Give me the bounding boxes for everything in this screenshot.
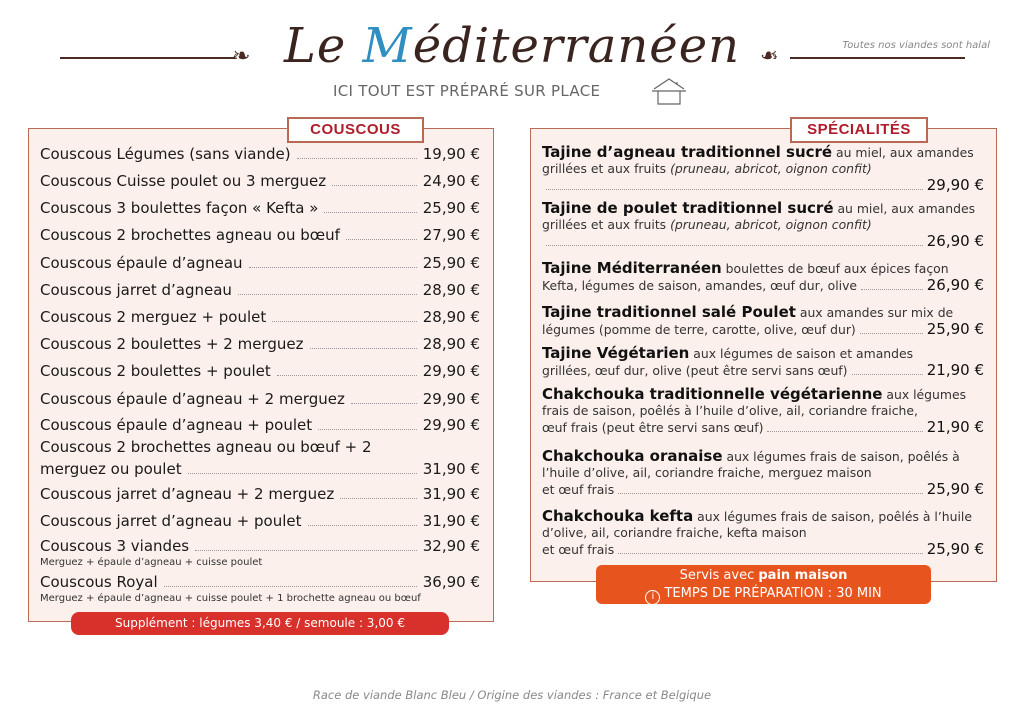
dot-leader (852, 374, 923, 375)
dot-leader (188, 473, 417, 474)
item-price: 25,90 € (422, 254, 480, 272)
dot-leader (618, 493, 923, 494)
menu-item (40, 145, 480, 163)
specialite-item (542, 260, 984, 294)
specialite-item (542, 200, 984, 249)
item-desc: boulettes de bœuf aux épices façon (721, 261, 949, 276)
item-price: 31,90 € (422, 512, 480, 530)
item-name: Couscous 3 viandes (40, 537, 190, 555)
served-prefix: Servis avec (679, 568, 759, 583)
specialite-item (542, 448, 984, 498)
item-price: 29,90 € (926, 176, 984, 194)
dot-leader (767, 431, 922, 432)
item-desc-last: Kefta, légumes de saison, amandes, œuf dur, olive (542, 278, 858, 293)
item-desc-last: légumes (pomme de terre, carotte, olive, œuf dur) (542, 322, 856, 337)
specialite-item (542, 508, 984, 558)
item-name: Chakchouka kefta (542, 507, 694, 525)
item-name: Tajine d’agneau traditionnel sucré (542, 143, 833, 161)
item-name: Couscous épaule d’agneau (40, 254, 243, 272)
title-rest: éditerranéen (412, 18, 741, 74)
halal-note: Toutes nos viandes sont halal (842, 40, 990, 51)
item-name: Couscous 3 boulettes façon « Kefta » (40, 199, 319, 217)
dot-leader (346, 239, 417, 240)
dot-leader (860, 333, 923, 334)
info-icon: i (645, 590, 660, 605)
item-name: Chakchouka oranaise (542, 447, 723, 465)
dot-leader (861, 289, 923, 290)
item-price: 28,90 € (422, 281, 480, 299)
item-name: merguez ou poulet (40, 460, 182, 478)
served-bold: pain maison (758, 568, 848, 583)
item-desc: aux légumes frais de saison, poêlés à l’huile d’olive, ail, coriandre fraiche, merguez maison (542, 449, 960, 480)
item-desc-last: et œuf frais (542, 482, 615, 497)
item-price: 25,90 € (422, 199, 480, 217)
item-name: Couscous jarret d’agneau + poulet (40, 512, 302, 530)
menu-item (40, 335, 480, 353)
item-price: 24,90 € (422, 172, 480, 190)
dot-leader (340, 498, 417, 499)
item-price: 36,90 € (422, 573, 480, 591)
dot-leader (318, 429, 417, 430)
item-desc: au miel, aux amandes grillées et aux fruits (542, 201, 976, 232)
dot-leader (618, 553, 923, 554)
item-price: 31,90 € (422, 485, 480, 503)
menu-item (40, 281, 480, 299)
item-desc: aux amandes sur mix de (795, 305, 954, 320)
item-desc: au miel, aux amandes grillées et aux fruits (542, 145, 974, 176)
menu-item (40, 254, 480, 272)
dot-leader (310, 348, 417, 349)
item-name: Tajine de poulet traditionnel sucré (542, 199, 834, 217)
item-desc-last: et œuf frais (542, 542, 615, 557)
menu-item (40, 226, 480, 244)
menu-item (40, 199, 480, 217)
menu-item (40, 308, 480, 326)
item-price: 25,90 € (926, 320, 984, 338)
specialite-item (542, 304, 984, 338)
item-price: 25,90 € (926, 480, 984, 498)
menu-item (40, 362, 480, 380)
header-rule-right (790, 57, 965, 59)
dot-leader (324, 212, 416, 213)
dot-leader (332, 185, 417, 186)
specialites-heading: SPÉCIALITÉS (790, 117, 928, 143)
item-name: Chakchouka traditionnelle végétarienne (542, 385, 883, 403)
menu-item (40, 460, 480, 478)
title-m: M (362, 18, 413, 74)
menu-item (40, 390, 480, 408)
dot-leader (351, 403, 417, 404)
item-price: 29,90 € (422, 416, 480, 434)
item-price: 28,90 € (422, 335, 480, 353)
item-price: 31,90 € (422, 460, 480, 478)
subtitle: ICI TOUT EST PRÉPARÉ SUR PLACE (333, 82, 601, 100)
item-price: 32,90 € (422, 537, 480, 555)
house-icon (652, 77, 686, 105)
dot-leader (308, 525, 417, 526)
item-name: Couscous 2 boulettes + poulet (40, 362, 271, 380)
item-desc-italic: (pruneau, abricot, oignon confit) (670, 161, 872, 176)
footer-origin: Race de viande Blanc Bleu / Origine des viandes : France et Belgique (312, 688, 712, 702)
dot-leader (164, 586, 417, 587)
menu-item (40, 573, 480, 591)
dot-leader (238, 294, 417, 295)
item-name: Tajine Méditerranéen (542, 259, 722, 277)
item-price: 29,90 € (422, 362, 480, 380)
dot-leader (277, 375, 417, 376)
item-name: Couscous Légumes (sans viande) (40, 145, 291, 163)
item-name-line1: Couscous 2 brochettes agneau ou bœuf + 2 (40, 438, 372, 456)
ornament-left-icon: ❧ (232, 44, 251, 69)
menu-item (40, 512, 480, 530)
item-price: 27,90 € (422, 226, 480, 244)
item-desc-italic: (pruneau, abricot, oignon confit) (670, 217, 872, 232)
dot-leader (195, 550, 417, 551)
item-name: Couscous Royal (40, 573, 158, 591)
dot-leader (297, 158, 417, 159)
menu-item (40, 485, 480, 503)
supplement-banner: Supplément : légumes 3,40 € / semoule : 3,00 € (71, 612, 449, 635)
item-desc: aux légumes de saison et amandes (689, 346, 914, 361)
ornament-right-icon: ❧ (760, 44, 779, 69)
item-price: 26,90 € (926, 276, 984, 294)
item-desc-last: œuf frais (peut être servi sans œuf) (542, 420, 764, 435)
item-price: 19,90 € (422, 145, 480, 163)
specialite-item (542, 345, 984, 379)
item-name: Couscous 2 merguez + poulet (40, 308, 267, 326)
item-desc-last: grillées, œuf dur, olive (peut être servi sans œuf) (542, 363, 848, 378)
item-name: Couscous jarret d’agneau (40, 281, 232, 299)
item-price: 21,90 € (926, 361, 984, 379)
menu-item-line1 (40, 438, 480, 456)
dot-leader (546, 189, 923, 190)
dot-leader (272, 321, 416, 322)
title-prefix: Le (283, 18, 363, 74)
specialite-item (542, 386, 984, 436)
item-name: Couscous épaule d’agneau + 2 merguez (40, 390, 345, 408)
menu-item (40, 172, 480, 190)
menu-item (40, 416, 480, 434)
item-price: 25,90 € (926, 540, 984, 558)
item-name: Couscous Cuisse poulet ou 3 merguez (40, 172, 327, 190)
item-desc: aux légumes frais de saison, poêlés à l’huile d’olive, ail, coriandre fraiche, (542, 387, 967, 418)
dot-leader (249, 267, 417, 268)
menu-item (40, 537, 480, 555)
prep-time: TEMPS DE PRÉPARATION : 30 MIN (664, 586, 882, 601)
item-price: 21,90 € (926, 418, 984, 436)
item-name: Couscous 2 brochettes agneau ou bœuf (40, 226, 340, 244)
couscous-heading: COUSCOUS (287, 117, 424, 143)
specialite-item (542, 144, 984, 193)
item-name: Couscous 2 boulettes + 2 merguez (40, 335, 304, 353)
item-name: Tajine traditionnel salé Poulet (542, 303, 796, 321)
served-info-box (596, 565, 931, 604)
item-price: 28,90 € (422, 308, 480, 326)
item-price: 26,90 € (926, 232, 984, 250)
item-name: Couscous épaule d’agneau + poulet (40, 416, 313, 434)
item-name: Tajine Végétarien (542, 344, 690, 362)
item-name: Couscous jarret d’agneau + 2 merguez (40, 485, 335, 503)
item-desc: aux légumes frais de saison, poêlés à l’huile d’olive, ail, coriandre fraiche, kefta maison (542, 509, 972, 540)
item-note: Merguez + épaule d’agneau + cuisse poulet (40, 557, 263, 568)
item-note: Merguez + épaule d’agneau + cuisse poulet + 1 brochette agneau ou bœuf (40, 593, 421, 604)
dot-leader (546, 245, 923, 246)
item-price: 29,90 € (422, 390, 480, 408)
